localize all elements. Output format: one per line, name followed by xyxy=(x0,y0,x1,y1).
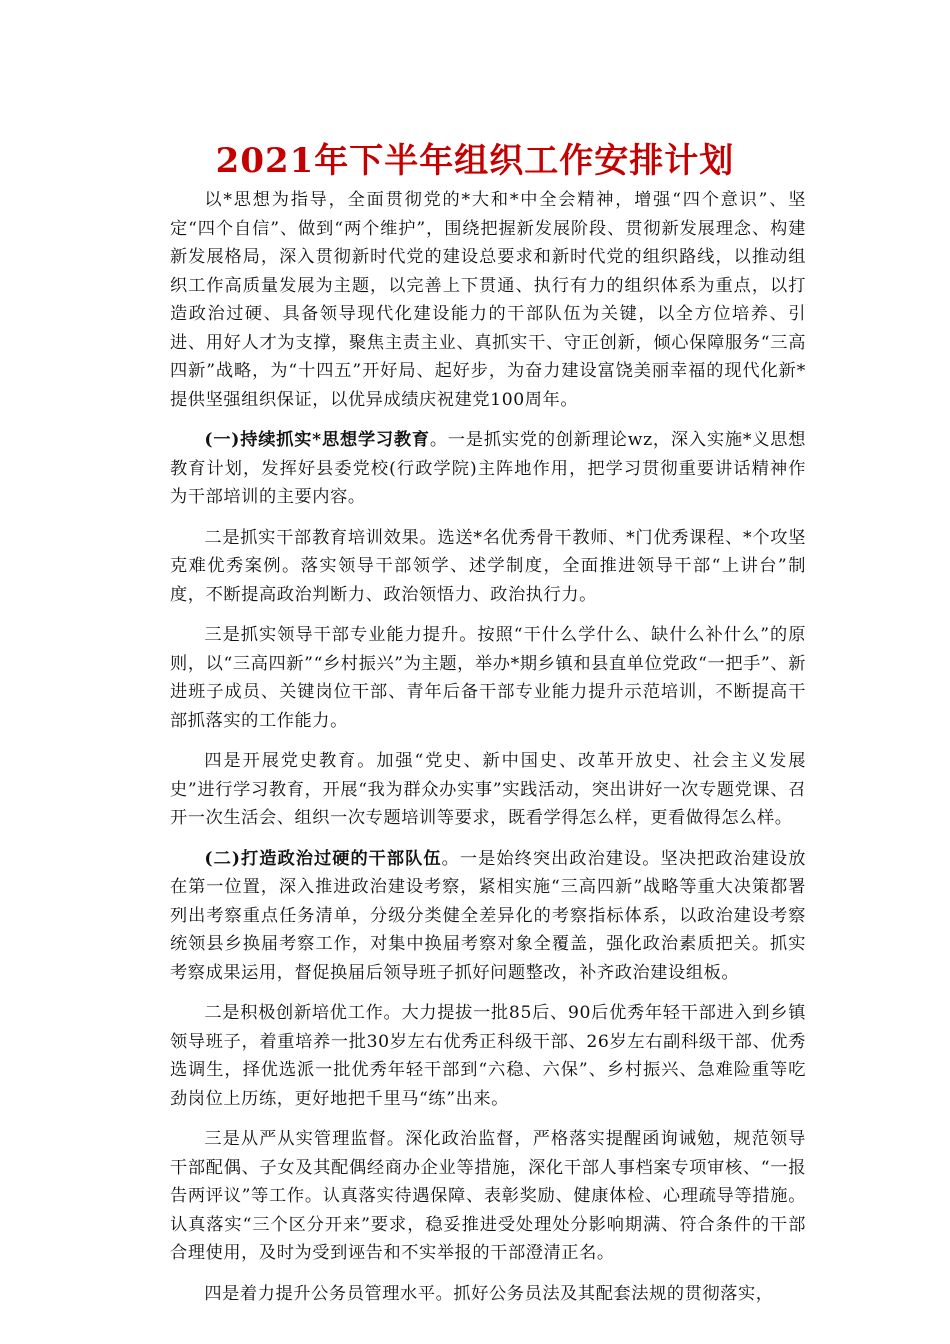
section-heading: (一)持续抓实*思想学习教育 xyxy=(204,430,430,450)
paragraph-text: 四是着力提升公务员管理水平。抓好公务员法及其配套法规的贯彻落实， xyxy=(204,1283,774,1304)
body-paragraph xyxy=(170,1280,806,1309)
section-1-paragraph xyxy=(170,426,806,512)
paragraph-text: 二是积极创新培优工作。大力提拔一批85后、90后优秀年轻干部进入到乡镇领导班子，着重培养一批30岁左右优秀正科级干部、26岁左右副科级干部、优秀选调生，择优选派一批优秀年轻干部到“六稳、六保”、乡村振兴、急难险重等吃劲岗位上历练，更好地把千里马“练”出来。 xyxy=(170,1003,806,1109)
paragraph-text: 四是开展党史教育。加强“党史、新中国史、改革开放史、社会主义发展史”进行学习教育，开展“我为群众办实事”实践活动，突出讲好一次专题党课、召开一次生活会、组织一次专题培训等要求，既看学得怎么样，更看做得怎么样。 xyxy=(170,751,806,828)
paragraph-text: 。一是抓实党的创新理论wz，深入实施*义思想教育计划，发挥好县委党校(行政学院)主阵地作用，把学习贯彻重要讲话精神作为干部培训的主要内容。 xyxy=(170,430,807,507)
paragraph-text: 二是抓实干部教育培训效果。选送*名优秀骨干教师、*门优秀课程、*个攻坚克难优秀案例。落实领导干部领学、述学制度，全面推进领导干部“上讲台”制度，不断提高政治判断力、政治领悟力、政治执行力。 xyxy=(170,527,806,605)
paragraph-text: 以*思想为指导，全面贯彻党的*大和*中全会精神，增强“四个意识”、坚定“四个自信”、做到“两个维护”，围绕把握新发展阶段、贯彻新发展理念、构建新发展格局，深入贯彻新时代党的建设总要求和新时代党的组织路线，以推动组织工作高质量发展为主题，以完善上下贯通、执行有力的组织体系为重点，以打造政治过硬、具备领导现代化建设能力的干部队伍为关键，以全方位培养、引进、用好人才为支撑，聚焦主责主业、真抓实干、守正创新，倾心保障服务“三高四新”战略，为“十四五”开好局、起好步，为奋力建设富饶美丽幸福的现代化新*提供坚强组织保证，以优异成绩庆祝建党100周年。 xyxy=(170,190,806,410)
body-paragraph xyxy=(170,747,806,833)
document-body xyxy=(170,186,806,1308)
body-paragraph xyxy=(170,999,806,1113)
body-paragraph xyxy=(170,621,806,735)
section-heading: (二)打造政治过硬的干部队伍 xyxy=(204,848,442,869)
body-paragraph xyxy=(170,524,806,610)
body-paragraph xyxy=(170,1125,806,1268)
section-2-paragraph xyxy=(170,845,806,988)
paragraph-text: 。一是始终突出政治建设。坚决把政治建设放在第一位置，深入推进政治建设考察，紧相实施“三高四新”战略等重大决策都署列出考察重点任务清单，分级分类健全差异化的考察指标体系，以政治建设考察统领县乡换届考察工作，对集中换届考察对象全覆盖，强化政治素质把关。抓实考察成果运用，督促换届后领导班子抓好问题整改，补齐政治建设组板。 xyxy=(170,848,806,983)
paragraph-text: 三是抓实领导干部专业能力提升。按照“干什么学什么、缺什么补什么”的原则，以“三高四新”“乡村振兴”为主题，举办*期乡镇和县直单位党政“一把手”、新进班子成员、关键岗位干部、青年后备干部专业能力提升示范培训，不断提高干部抓落实的工作能力。 xyxy=(170,625,806,731)
document-title: 2021年下半年组织工作安排计划 xyxy=(215,141,735,181)
paragraph-text: 三是从严从实管理监督。深化政治监督，严格落实提醒函询诫勉，规范领导干部配偶、子女及其配偶经商办企业等措施，深化干部人事档案专项审核、“一报告两评议”等工作。认真落实待遇保障、表彰奖励、健康体检、心理疏导等措施。认真落实“三个区分开来”要求，稳妥推进受处理处分影响期满、符合条件的干部合理使用，及时为受到诬告和不实举报的干部澄清正名。 xyxy=(170,1129,806,1263)
intro-paragraph xyxy=(170,186,806,414)
